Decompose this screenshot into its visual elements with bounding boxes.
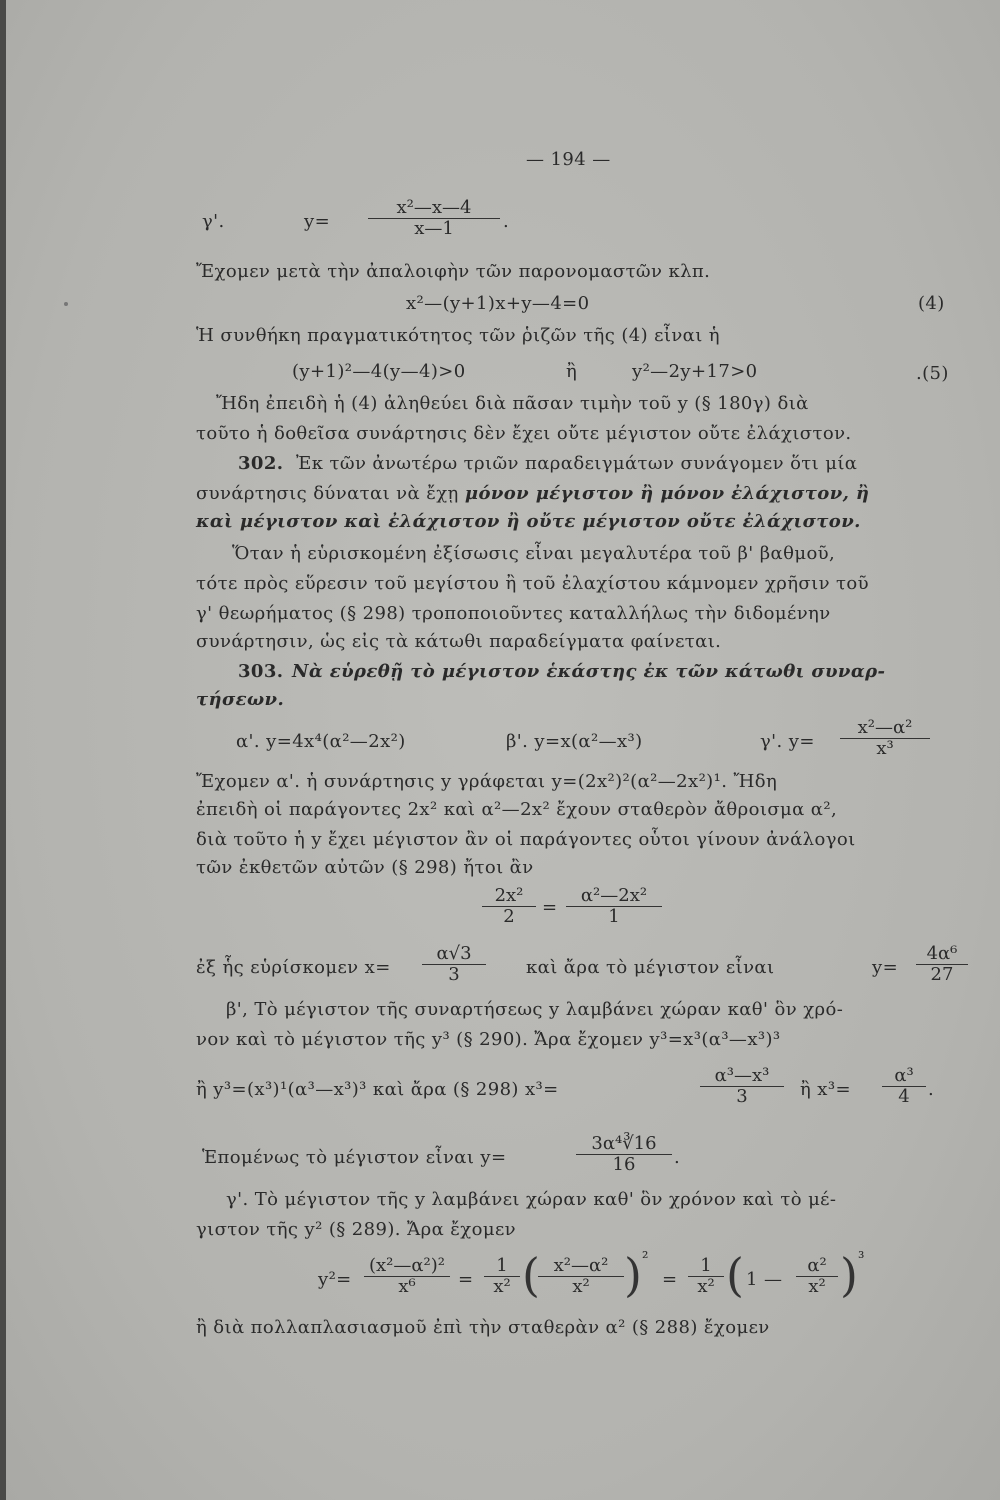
- fraction-numerator: x²—α²: [538, 1256, 624, 1277]
- text-line: γ'. Τὸ μέγιστον τῆς y λαμβάνει χώραν καθ' ὃν χρόνον καὶ τὸ μέ-: [226, 1189, 837, 1210]
- fraction-denominator: x⁶: [398, 1276, 416, 1297]
- text-line: γ' θεωρήματος (§ 298) τροποποιοῦντες καταλλήλως τὴν διδομένην: [196, 603, 831, 624]
- page-number: — 194 —: [526, 149, 611, 170]
- fraction-numerator: α³: [882, 1066, 926, 1087]
- emphasis-line: καὶ μέγιστον καὶ ἐλάχιστον ἢ οὔτε μέγιστον οὔτε ἐλάχιστον.: [196, 511, 861, 532]
- emphasis-span: μόνον μέγιστον ἢ μόνον ἐλάχιστον, ἢ: [464, 483, 870, 504]
- equation-tag: (4): [918, 293, 945, 314]
- fraction-numerator: x²—x—4: [368, 198, 500, 219]
- formula-fraction: [566, 886, 662, 927]
- formula-period: .: [503, 211, 510, 232]
- formula-fraction: [482, 886, 536, 927]
- fraction-denominator: x²: [697, 1276, 715, 1297]
- fraction-numerator: (x²—α²)²: [364, 1256, 450, 1277]
- text-line: γιστον τῆς y² (§ 289). Ἄρα ἔχομεν: [196, 1219, 517, 1240]
- text-line: ἐξ ἧς εὑρίσκομεν x=: [196, 957, 391, 978]
- fraction-denominator: 3: [736, 1086, 748, 1107]
- formula-fraction: [422, 944, 486, 985]
- equals-sign: =: [662, 1269, 678, 1290]
- fraction-denominator: 27: [930, 964, 954, 985]
- fraction-denominator: 1: [608, 906, 620, 927]
- text-line: ἢ y³=(x³)¹(α³—x³)³ καὶ ἄρα (§ 298) x³=: [196, 1079, 559, 1100]
- right-parenthesis: ): [624, 1248, 642, 1302]
- fraction-numerator: x²—α²: [840, 718, 930, 739]
- fraction-denominator: x²: [493, 1276, 511, 1297]
- formula-fraction: [796, 1256, 838, 1297]
- formula-period: .: [928, 1079, 935, 1100]
- fraction-numerator: 2x²: [482, 886, 536, 907]
- fraction-denominator: x²: [808, 1276, 826, 1297]
- fraction-numerator: α²: [796, 1256, 838, 1277]
- formula-fraction: [368, 198, 500, 239]
- text-line: τοῦτο ἡ δοθεῖσα συνάρτησις δὲν ἔχει οὔτε μέγιστον οὔτε ἐλάχιστον.: [196, 423, 852, 444]
- formula-fraction: [484, 1256, 520, 1297]
- fraction-denominator: 2: [503, 906, 515, 927]
- text-line: Ἐκ τῶν ἀνωτέρω τριῶν παραδειγμάτων συνάγομεν ὅτι μία: [296, 453, 858, 474]
- text-line: Ἑπομένως τὸ μέγιστον εἶναι y=: [202, 1147, 507, 1168]
- formula-fraction: [882, 1066, 926, 1107]
- fraction-numerator: 4α⁶: [916, 944, 968, 965]
- formula-fraction: [576, 1134, 672, 1175]
- fraction-numerator: 1: [484, 1256, 520, 1277]
- text-line: ἐπειδὴ οἱ παράγοντες 2x² καὶ α²—2x² ἔχουν σταθερὸν ἄθροισμα α²,: [196, 799, 838, 820]
- text-line: Ὅταν ἡ εὑρισκομένη ἐξίσωσις εἶναι μεγαλυτέρα τοῦ β' βαθμοῦ,: [232, 543, 836, 564]
- paragraph-number: 303.: [238, 661, 284, 682]
- example-b: β'. y=x(α²—x³): [506, 731, 643, 752]
- formula-term: 1 —: [746, 1269, 783, 1290]
- text-line: νον καὶ τὸ μέγιστον τῆς y³ (§ 290). Ἄρα ἔχομεν y³=x³(α³—x³)³: [196, 1029, 781, 1050]
- fraction-denominator: 4: [898, 1086, 910, 1107]
- right-parenthesis: ): [840, 1248, 858, 1302]
- fraction-denominator: x²: [572, 1276, 590, 1297]
- equation-tag: .(5): [916, 363, 949, 384]
- formula-fraction: [364, 1256, 450, 1297]
- fraction-numerator: 1: [688, 1256, 724, 1277]
- text-line: τῶν ἐκθετῶν αὐτῶν (§ 298) ἤτοι ἂν: [196, 857, 534, 878]
- fraction-numerator: α²—2x²: [566, 886, 662, 907]
- text-line: ἢ x³=: [800, 1079, 851, 1100]
- fraction-denominator: x—1: [414, 218, 454, 239]
- formula-period: .: [674, 1147, 681, 1168]
- section-title: τήσεων.: [196, 689, 285, 710]
- fraction-denominator: x³: [876, 738, 894, 759]
- exponent: ²: [642, 1248, 649, 1267]
- formula-fraction: [840, 718, 930, 759]
- equation-4: x²—(y+1)x+y—4=0: [406, 293, 590, 314]
- formula-lhs: y²=: [318, 1269, 352, 1290]
- text-line: β', Τὸ μέγιστον τῆς συναρτήσεως y λαμβάνει χώραν καθ' ὃν χρό-: [226, 999, 844, 1020]
- left-parenthesis: (: [522, 1248, 540, 1302]
- text-line: Ἔχομεν μετὰ τὴν ἀπαλοιφὴν τῶν παρονομαστῶν κλπ.: [196, 261, 711, 282]
- text-line: καὶ ἄρα τὸ μέγιστον εἶναι: [526, 957, 775, 978]
- fraction-denominator: 16: [612, 1154, 636, 1175]
- text-line: ἢ διὰ πολλαπλασιασμοῦ ἐπὶ τὴν σταθερὰν α² (§ 288) ἔχομεν: [196, 1317, 770, 1338]
- text-line: τότε πρὸς εὕρεσιν τοῦ μεγίστου ἢ τοῦ ἐλαχίστου κάμνομεν χρῆσιν τοῦ: [196, 573, 869, 594]
- text-line: [196, 484, 869, 504]
- fraction-numerator: 3α⁴∛16: [576, 1134, 672, 1155]
- formula-fraction: [916, 944, 968, 985]
- exponent: ³: [858, 1248, 865, 1267]
- formula-fraction: [538, 1256, 624, 1297]
- scan-speck: [64, 302, 68, 306]
- text-line: Ἡ συνθήκη πραγματικότητος τῶν ῥιζῶν τῆς (4) εἶναι ἡ: [196, 325, 720, 346]
- equals-sign: =: [458, 1269, 474, 1290]
- formula-fraction: [700, 1066, 784, 1107]
- equation-5-or: ἢ: [566, 361, 578, 382]
- text-line: Ἤδη ἐπειδὴ ἡ (4) ἀληθεύει διὰ πᾶσαν τιμὴν τοῦ y (§ 180γ) διὰ: [216, 393, 809, 414]
- left-parenthesis: (: [726, 1248, 744, 1302]
- formula-fraction: [688, 1256, 724, 1297]
- fraction-numerator: α³—x³: [700, 1066, 784, 1087]
- equation-5-left: (y+1)²—4(y—4)>0: [292, 361, 466, 382]
- equation-5-right: y²—2y+17>0: [632, 361, 758, 382]
- formula-lhs: y=: [304, 211, 331, 232]
- text-line: συνάρτησιν, ὡς εἰς τὰ κάτωθι παραδείγματα φαίνεται.: [196, 631, 722, 652]
- equals-sign: =: [542, 897, 558, 918]
- text-line: Ἔχομεν α'. ἡ συνάρτησις y γράφεται y=(2x²)²(α²—2x²)¹. Ἤδη: [196, 771, 778, 792]
- example-a: α'. y=4x⁴(α²—2x²): [236, 731, 406, 752]
- text-line: διὰ τοῦτο ἡ y ἔχει μέγιστον ἂν οἱ παράγοντες οὗτοι γίνουν ἀνάλογοι: [196, 829, 856, 850]
- book-page: [6, 0, 1000, 1500]
- fraction-numerator: α√3: [422, 944, 486, 965]
- section-title: Νὰ εὑρεθῇ τὸ μέγιστον ἑκάστης ἐκ τῶν κάτωθι συναρ-: [292, 661, 886, 682]
- example-c: γ'. y=: [760, 731, 815, 752]
- formula-lhs: y=: [872, 957, 899, 978]
- paragraph-number: 302.: [238, 453, 284, 474]
- example-label: γ'.: [202, 211, 225, 232]
- text-span: συνάρτησις δύναται νὰ ἔχῃ: [196, 483, 465, 504]
- fraction-denominator: 3: [448, 964, 460, 985]
